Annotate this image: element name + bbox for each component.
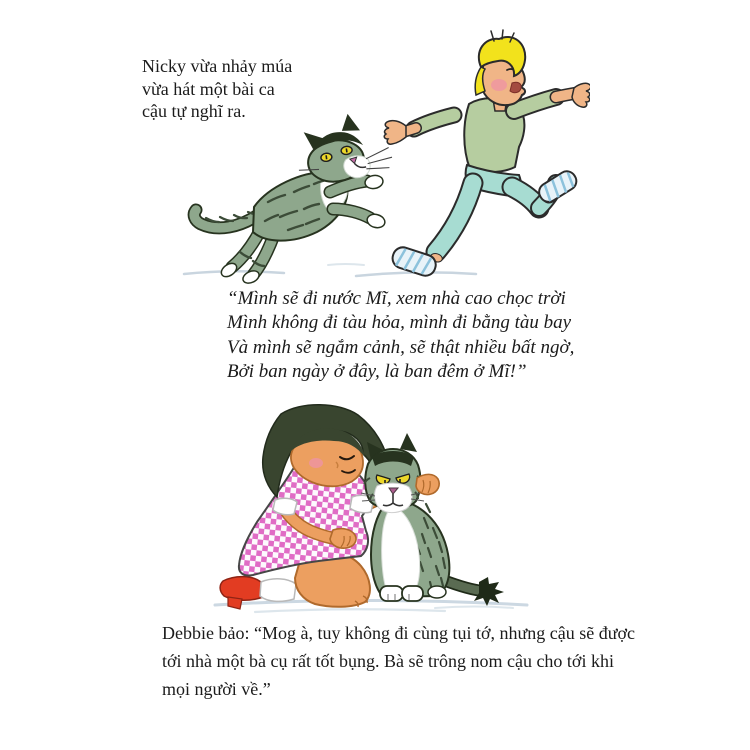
song-line: Mình không đi tàu hỏa, mình đi bằng tàu bay xyxy=(227,312,572,334)
mog-cat-sitting-illustration xyxy=(361,433,504,606)
song-line: Và mình sẽ ngắm cảnh, sẽ thật nhiều bất ngờ, xyxy=(227,336,575,358)
top-illustration-mog-leaping-after-nicky xyxy=(170,25,590,290)
bottom-illustration-debbie-hugging-mog xyxy=(195,400,545,620)
ground-shadow-lines xyxy=(215,601,527,613)
narration-bottom-line: Debbie bảo: “Mog à, tuy không đi cùng tụi tớ, nhưng cậu sẽ được xyxy=(162,623,635,643)
narration-bottom xyxy=(162,620,635,703)
song-verse xyxy=(227,287,574,384)
song-line: “Mình sẽ đi nước Mĩ, xem nhà cao chọc trời xyxy=(227,288,566,309)
narration-top-line: vừa hát một bài ca xyxy=(142,78,275,99)
mog-cat-leaping-illustration xyxy=(194,109,394,286)
song-line: Bởi ban ngày ở đây, là ban đêm ở Mĩ!” xyxy=(227,360,527,382)
narration-top-line: cậu tự nghĩ ra. xyxy=(142,101,246,121)
narration-bottom-line: mọi người về.” xyxy=(162,678,271,699)
nicky-boy-dancing-illustration xyxy=(384,30,590,280)
cat-head xyxy=(361,433,425,513)
narration-top-line: Nicky vừa nhảy múa xyxy=(142,56,293,76)
boy-back-shoe xyxy=(536,168,581,206)
narration-bottom-line: tới nhà một bà cụ rất tốt bụng. Bà sẽ trông nom cậu cho tới khi xyxy=(162,650,614,671)
